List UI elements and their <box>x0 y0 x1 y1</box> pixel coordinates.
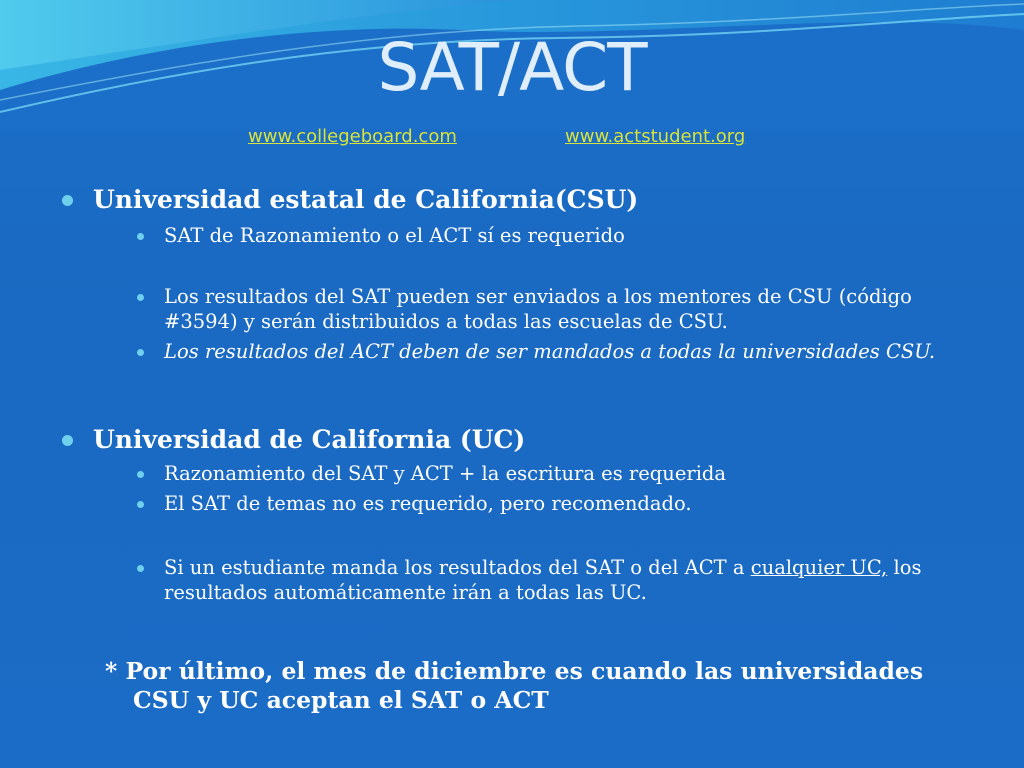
list-item-text: SAT de Razonamiento o el ACT sí es requerido <box>164 224 625 247</box>
closing-note-line-1: * Por último, el mes de diciembre es cuando las universidades <box>105 657 924 685</box>
bullet-icon <box>137 565 144 572</box>
bullet-icon <box>137 233 144 240</box>
list-item-text: Razonamiento del SAT y ACT + la escritura es requerida <box>164 462 727 485</box>
list-item-text-part: Si un estudiante manda los resultados del SAT o del ACT a <box>164 556 751 579</box>
collegeboard-link[interactable]: www.collegeboard.com <box>248 126 457 147</box>
closing-note <box>105 657 985 715</box>
bullet-icon <box>137 471 144 478</box>
list-item-text-part: los resultados automáticamente irán a todas las UC. <box>164 556 922 604</box>
slide-title: SAT/ACT <box>377 29 647 106</box>
closing-note-line-2: CSU y UC aceptan el SAT o ACT <box>133 686 549 714</box>
list-item-text: Los resultados del ACT deben de ser mandados a todas la universidades CSU. <box>164 340 936 363</box>
bullet-icon <box>62 435 73 446</box>
section-heading-text: Universidad estatal de California(CSU) <box>93 185 639 214</box>
list-item-text: El SAT de temas no es requerido, pero recomendado. <box>164 492 692 515</box>
bullet-icon <box>137 294 144 301</box>
bullet-icon <box>137 349 144 356</box>
section-heading-text: Universidad de California (UC) <box>93 425 526 454</box>
list-item-text: Los resultados del SAT pueden ser enviados a los mentores de CSU (código #3594) y serán distribuidos a todas las escuelas de CSU. <box>164 285 912 333</box>
list-item-text <box>164 555 964 605</box>
underlined-phrase: cualquier UC, <box>750 556 888 579</box>
bullet-icon <box>137 501 144 508</box>
actstudent-link[interactable]: www.actstudent.org <box>565 126 746 147</box>
bullet-icon <box>62 195 73 206</box>
